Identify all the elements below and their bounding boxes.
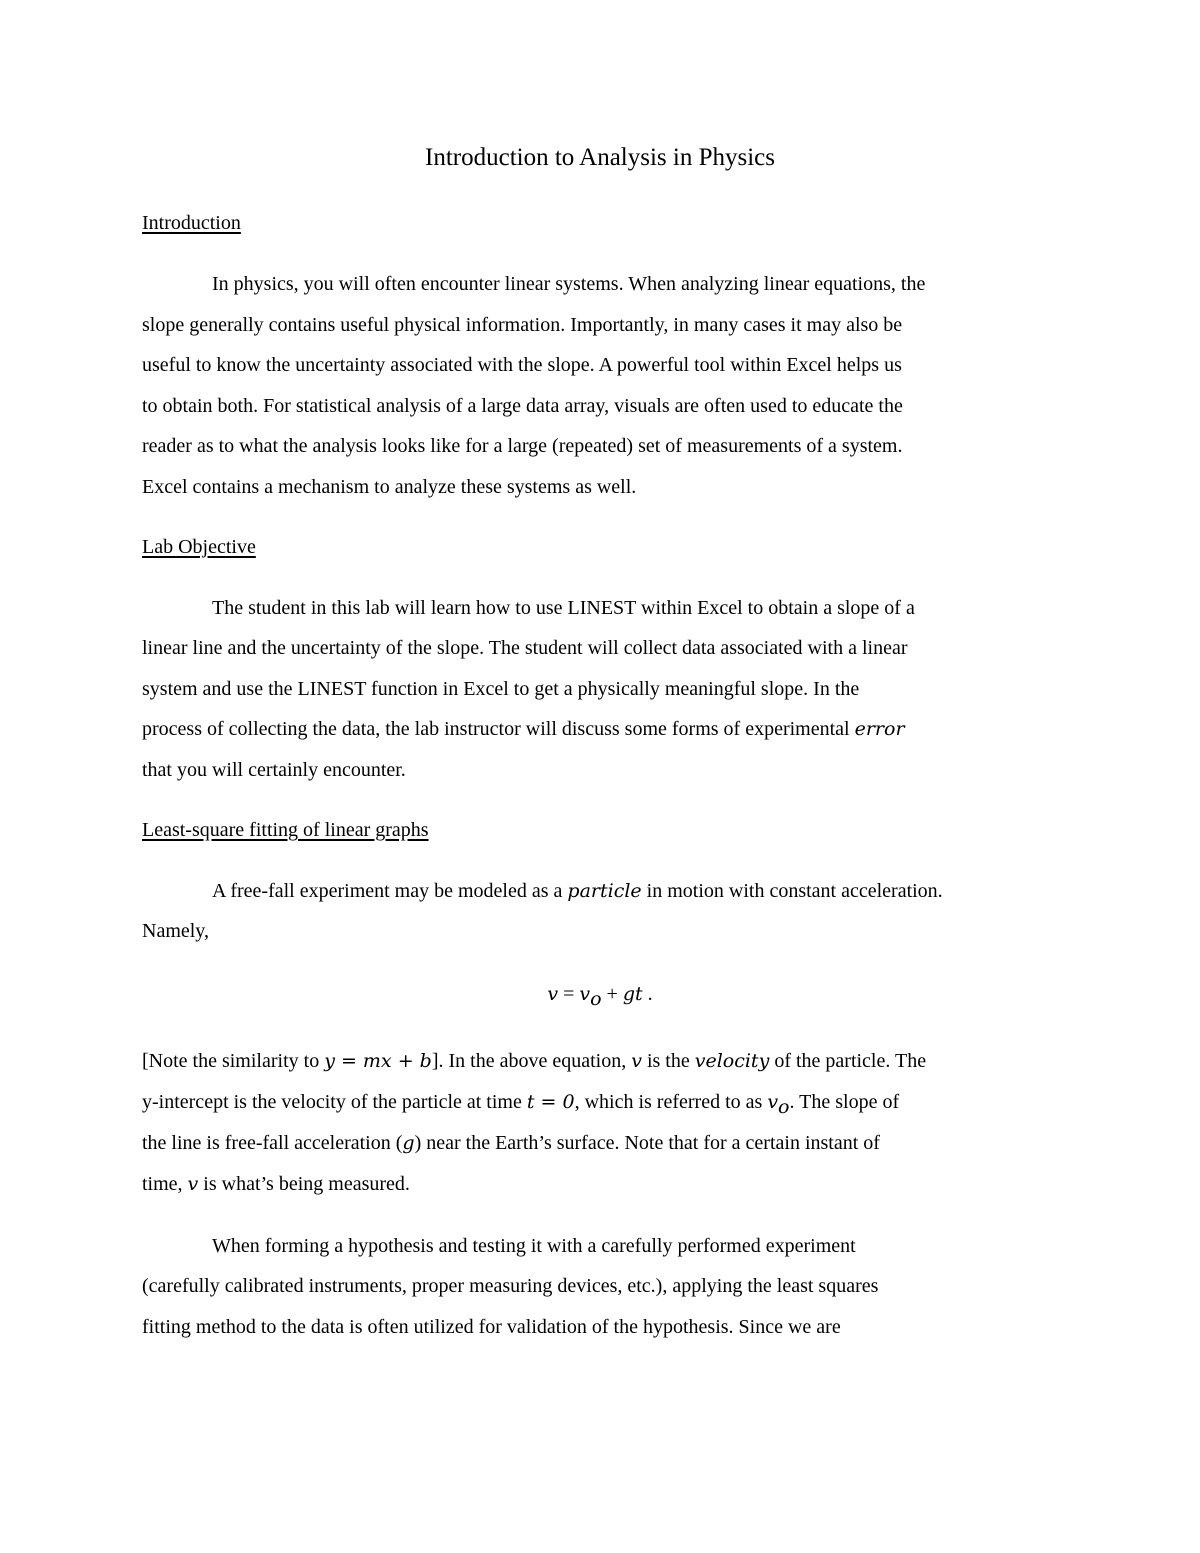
objective-line-5: that you will certainly encounter. <box>142 759 406 781</box>
intro-line-6: Excel contains a mechanism to analyze these systems as well. <box>142 476 637 498</box>
objective-line-4-text: process of collecting the data, the lab instructor will discuss some forms of experimental <box>142 718 855 740</box>
velocity-equation <box>0 979 1200 1014</box>
lsq-p2-l1-d: of the particle. The <box>769 1050 927 1072</box>
lsq-p1-line-1-a: A free-fall experiment may be modeled as a <box>212 880 568 902</box>
lsq-p3-line-2: (carefully calibrated instruments, proper measuring devices, etc.), applying the least squares <box>142 1275 879 1297</box>
math-g: g <box>402 1132 415 1154</box>
lsq-p2-l3-b: ) near the Earth’s surface. Note that for a certain instant of <box>414 1132 880 1154</box>
eq-plus: + <box>601 983 623 1005</box>
lsq-p2-l3-a: the line is free-fall acceleration ( <box>142 1132 403 1154</box>
lsq-p3-line-3: fitting method to the data is often utilized for validation of the hypothesis. Since we are <box>142 1316 841 1338</box>
lsq-p1-line-1-b: in motion with constant acceleration. <box>641 880 943 902</box>
math-v0: v <box>767 1091 779 1113</box>
lsq-p2-l4-a: time, <box>142 1173 188 1195</box>
objective-line-3: system and use the LINEST function in Excel to get a physically meaningful slope. In the <box>142 678 860 700</box>
section-heading-least-squares: Least-square fitting of linear graphs <box>142 819 429 841</box>
lsq-p2-l4-b: is what’s being measured. <box>198 1173 410 1195</box>
eq-v0: v <box>579 983 591 1005</box>
lsq-p2-line-2 <box>142 1089 899 1120</box>
lsq-p3-line-1: When forming a hypothesis and testing it with a carefully performed experiment <box>212 1235 856 1257</box>
math-t0: t = 0 <box>526 1091 575 1113</box>
math-v-measured: v <box>187 1173 199 1195</box>
intro-line-3: useful to know the uncertainty associated with the slope. A powerful tool within Excel helps us <box>142 354 902 376</box>
objective-line-1: The student in this lab will learn how to use LINEST within Excel to obtain a slope of a <box>212 597 915 619</box>
emphasis-error: error <box>854 718 905 740</box>
lsq-p2-line-3 <box>142 1130 880 1156</box>
lsq-p2-l1-c: is the <box>641 1050 695 1072</box>
section-heading-introduction: Introduction <box>142 212 241 234</box>
emphasis-velocity: velocity <box>694 1050 770 1072</box>
lsq-p2-l1-b: ]. In the above equation, <box>431 1050 632 1072</box>
eq-gt: gt <box>622 983 643 1005</box>
lsq-p2-l2-a: y-intercept is the velocity of the particle at time <box>142 1091 527 1113</box>
lsq-p2-line-1 <box>142 1048 926 1074</box>
document-title: Introduction to Analysis in Physics <box>425 144 775 171</box>
intro-line-2: slope generally contains useful physical information. Importantly, in many cases it may also be <box>142 314 903 336</box>
section-heading-lab-objective: Lab Objective <box>142 536 256 558</box>
objective-line-4 <box>142 716 905 742</box>
eq-equals: = <box>558 983 580 1005</box>
lsq-p2-l2-b: , which is referred to as <box>574 1091 768 1113</box>
emphasis-particle: particle <box>567 880 642 902</box>
intro-line-5: reader as to what the analysis looks like for a large (repeated) set of measurements of a system. <box>142 435 903 457</box>
intro-line-1: In physics, you will often encounter linear systems. When analyzing linear equations, the <box>212 273 926 295</box>
lsq-p1-line-1 <box>212 878 943 904</box>
intro-line-4: to obtain both. For statistical analysis of a large data array, visuals are often used to educate the <box>142 395 903 417</box>
eq-end: . <box>642 983 653 1005</box>
eq-v0-sub: o <box>590 988 602 1010</box>
math-v: v <box>631 1050 642 1072</box>
lsq-p2-line-4 <box>142 1171 410 1197</box>
objective-line-2: linear line and the uncertainty of the slope. The student will collect data associated with a linear <box>142 637 908 659</box>
lsq-p1-line-2: Namely, <box>142 920 210 942</box>
math-v0-sub: o <box>778 1096 790 1118</box>
lsq-p2-l2-c: . The slope of <box>789 1091 900 1113</box>
math-ymxb: y = mx + b <box>324 1050 432 1072</box>
lsq-p2-l1-a: [Note the similarity to <box>142 1050 325 1072</box>
eq-v: v <box>547 983 559 1005</box>
